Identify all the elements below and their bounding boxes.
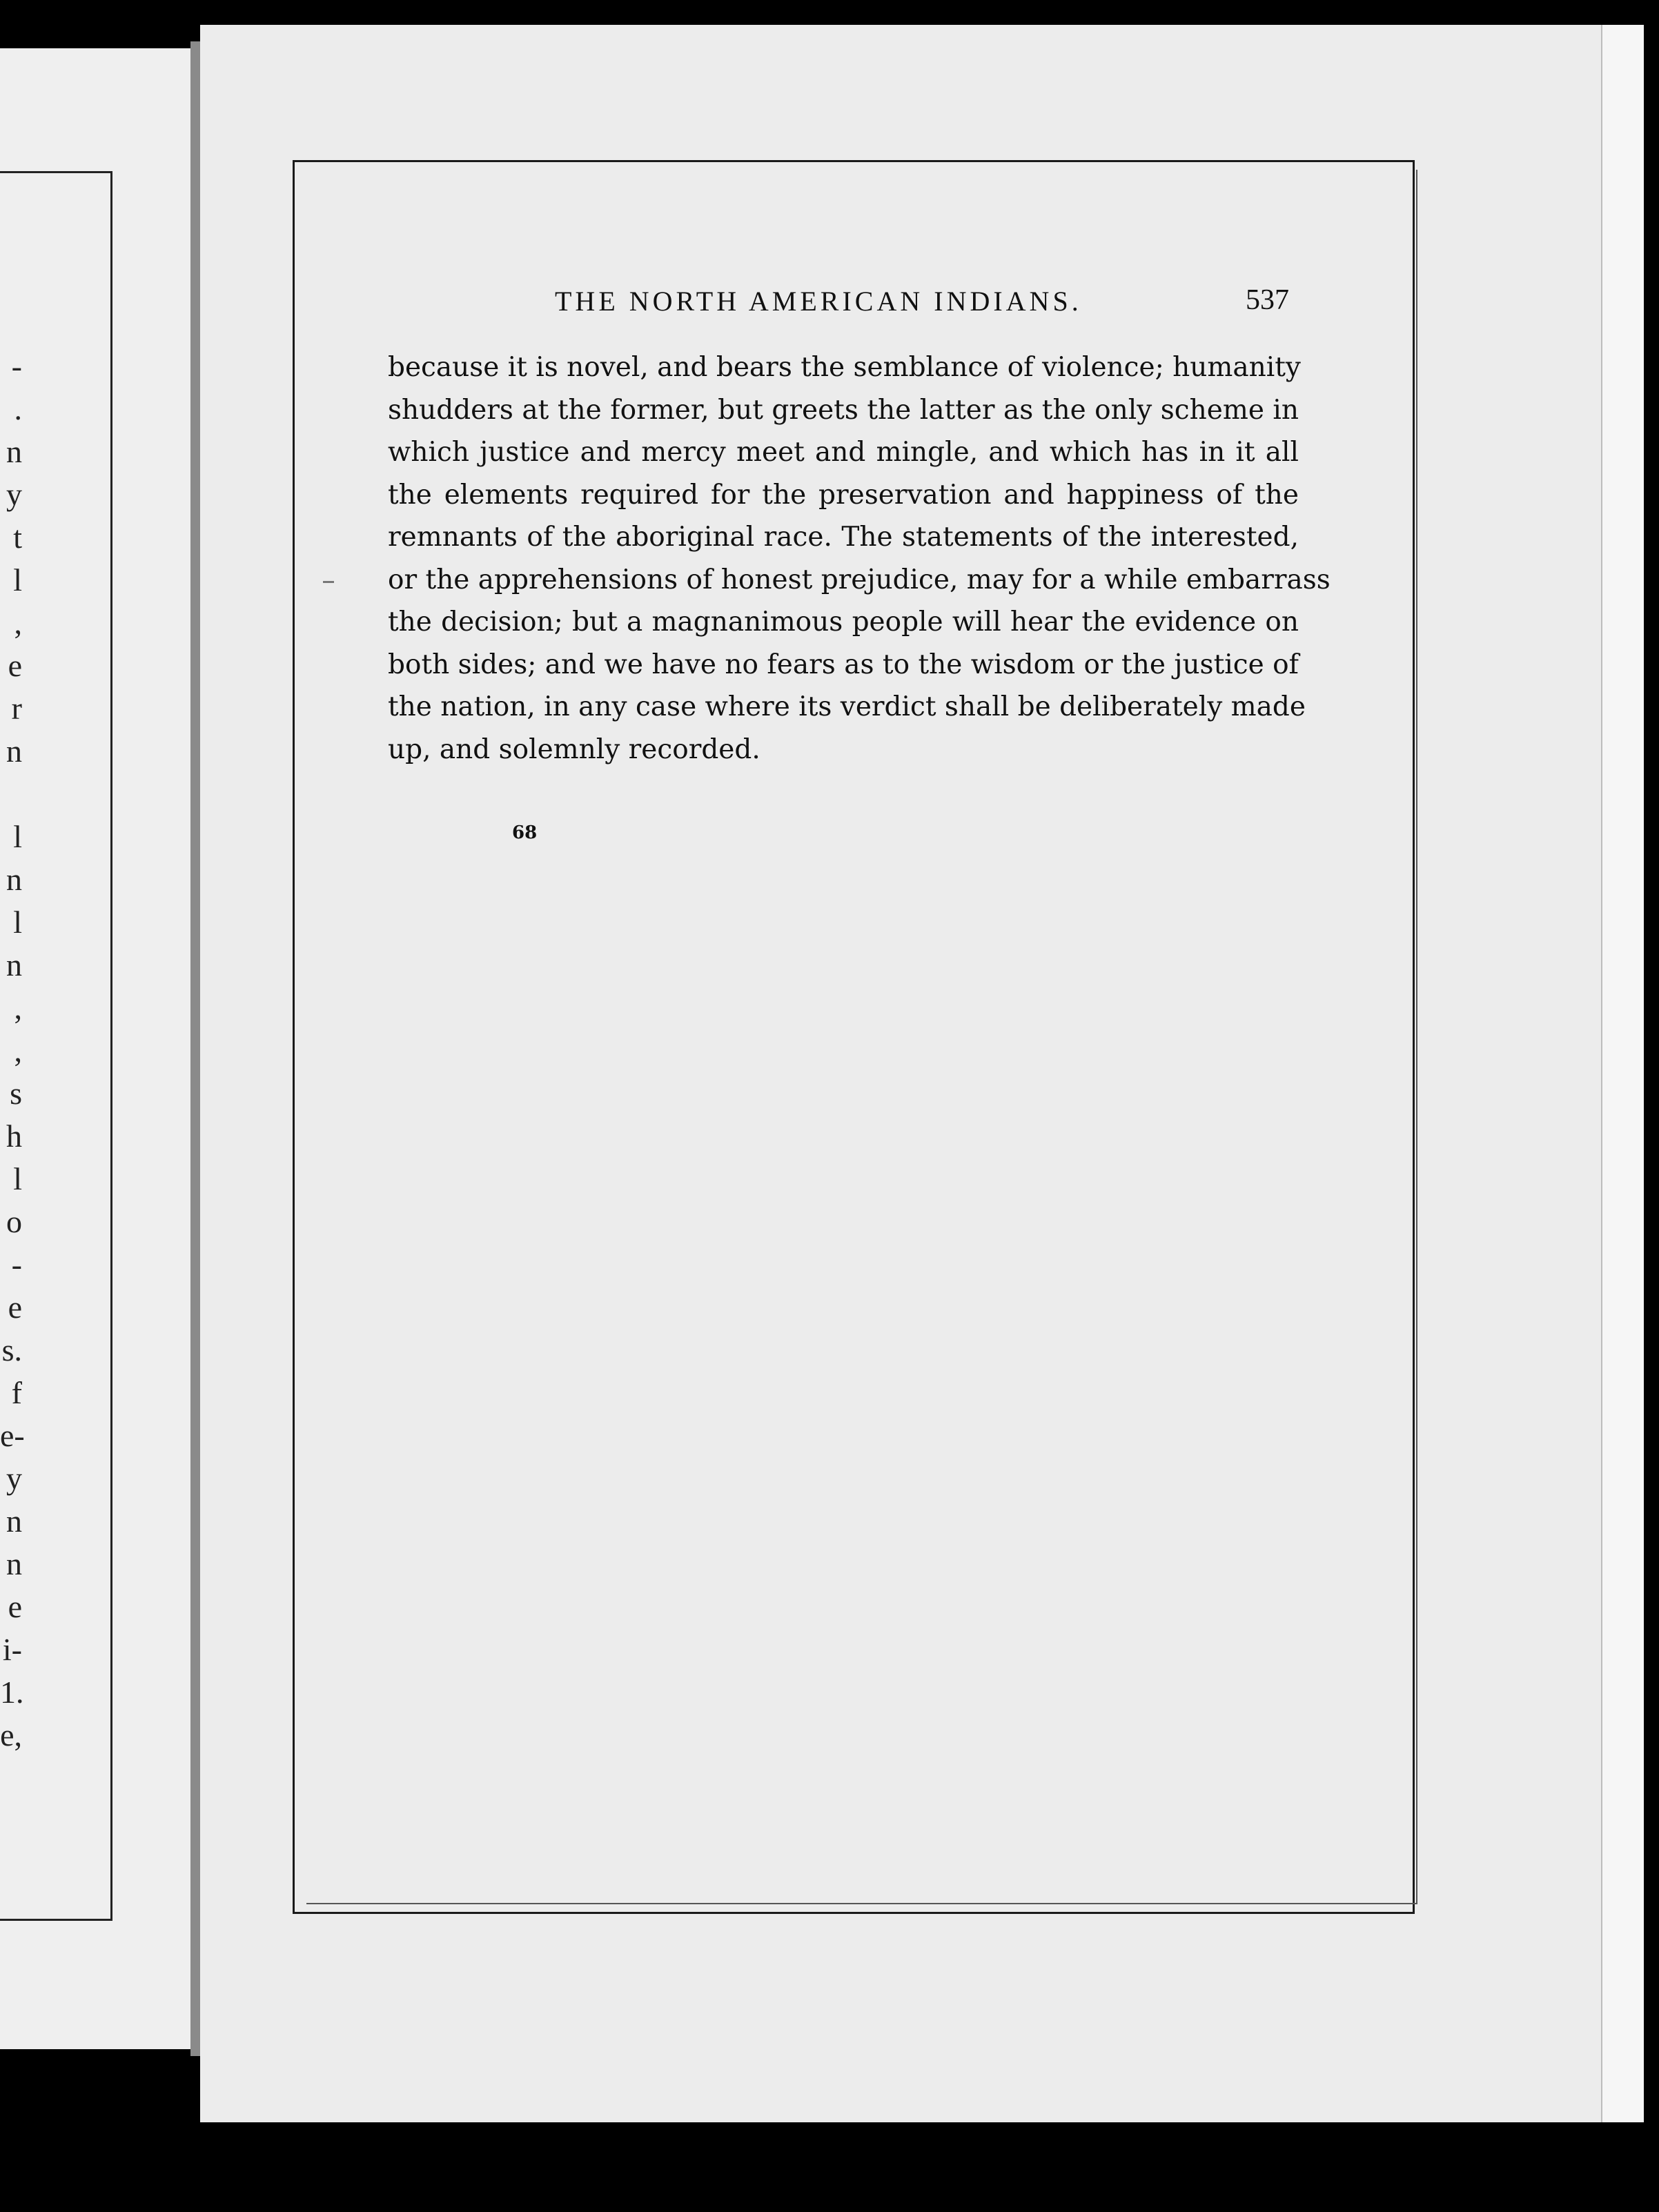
fragment: t xyxy=(13,520,22,555)
text-line: or the apprehensions of honest prejudice, may for a while embarrass xyxy=(388,564,1331,595)
fragment: , xyxy=(14,605,22,640)
signature-mark: 68 xyxy=(512,822,538,843)
text-line: up, and solemnly recorded. xyxy=(388,733,760,765)
fragment: , xyxy=(14,1033,22,1068)
fragment: , xyxy=(14,990,22,1025)
fragment: . xyxy=(14,391,22,426)
text-line: which justice and mercy meet and mingle, and which has in it all xyxy=(388,437,1299,468)
fragment: n xyxy=(6,1546,22,1581)
fragment: l xyxy=(13,1161,22,1196)
text-line: the elements required for the preservation and happiness of the xyxy=(388,479,1299,511)
fragment: - xyxy=(11,348,22,384)
text-line: the decision; but a magnanimous people will hear the evidence on xyxy=(388,606,1299,638)
fragment: s xyxy=(10,1076,22,1111)
fragment: n xyxy=(6,1503,22,1539)
text-line: because it is novel, and bears the semblance of violence; humanity xyxy=(388,352,1301,383)
fragment xyxy=(0,773,22,816)
fragment: r xyxy=(11,691,22,726)
fragment: n xyxy=(6,862,22,897)
facing-page-text-fragments xyxy=(0,345,25,1757)
fragment: y xyxy=(6,477,22,512)
fragment: - xyxy=(11,1247,22,1282)
text-line: both sides; and we have no fears as to the wisdom or the justice of xyxy=(388,649,1299,680)
fragment: l xyxy=(13,819,22,854)
fragment: i- xyxy=(2,1632,22,1667)
book-gutter xyxy=(190,41,200,2056)
margin-mark xyxy=(323,581,334,583)
fragment: h xyxy=(6,1118,22,1154)
fragment: l xyxy=(13,905,22,940)
running-title: THE NORTH AMERICAN INDIANS. xyxy=(555,286,1082,317)
fragment: l xyxy=(13,562,22,598)
facing-page xyxy=(0,48,190,2049)
fragment: n xyxy=(6,434,22,469)
fragment: e xyxy=(8,1290,22,1325)
fragment: n xyxy=(6,947,22,982)
page-number: 537 xyxy=(1246,284,1289,316)
text-line: shudders at the former, but greets the latter as the only scheme in xyxy=(388,394,1299,426)
text-line: the nation, in any case where its verdict shall be deliberately made xyxy=(388,691,1306,722)
body-paragraph xyxy=(388,346,1331,771)
fragment: e xyxy=(8,648,22,683)
fragment: y xyxy=(6,1461,22,1496)
fragment: e- xyxy=(0,1418,25,1453)
fragment: 1. xyxy=(0,1675,24,1710)
page-edge xyxy=(1601,25,1644,2122)
running-head xyxy=(386,279,1289,321)
fragment: f xyxy=(11,1375,22,1410)
fragment: e xyxy=(8,1589,22,1624)
fragment: n xyxy=(6,733,22,769)
fragment: s. xyxy=(1,1332,22,1367)
fragment: o xyxy=(6,1204,22,1239)
text-line: remnants of the aboriginal race. The statements of the interested, xyxy=(388,522,1299,553)
fragment: e, xyxy=(0,1717,22,1752)
